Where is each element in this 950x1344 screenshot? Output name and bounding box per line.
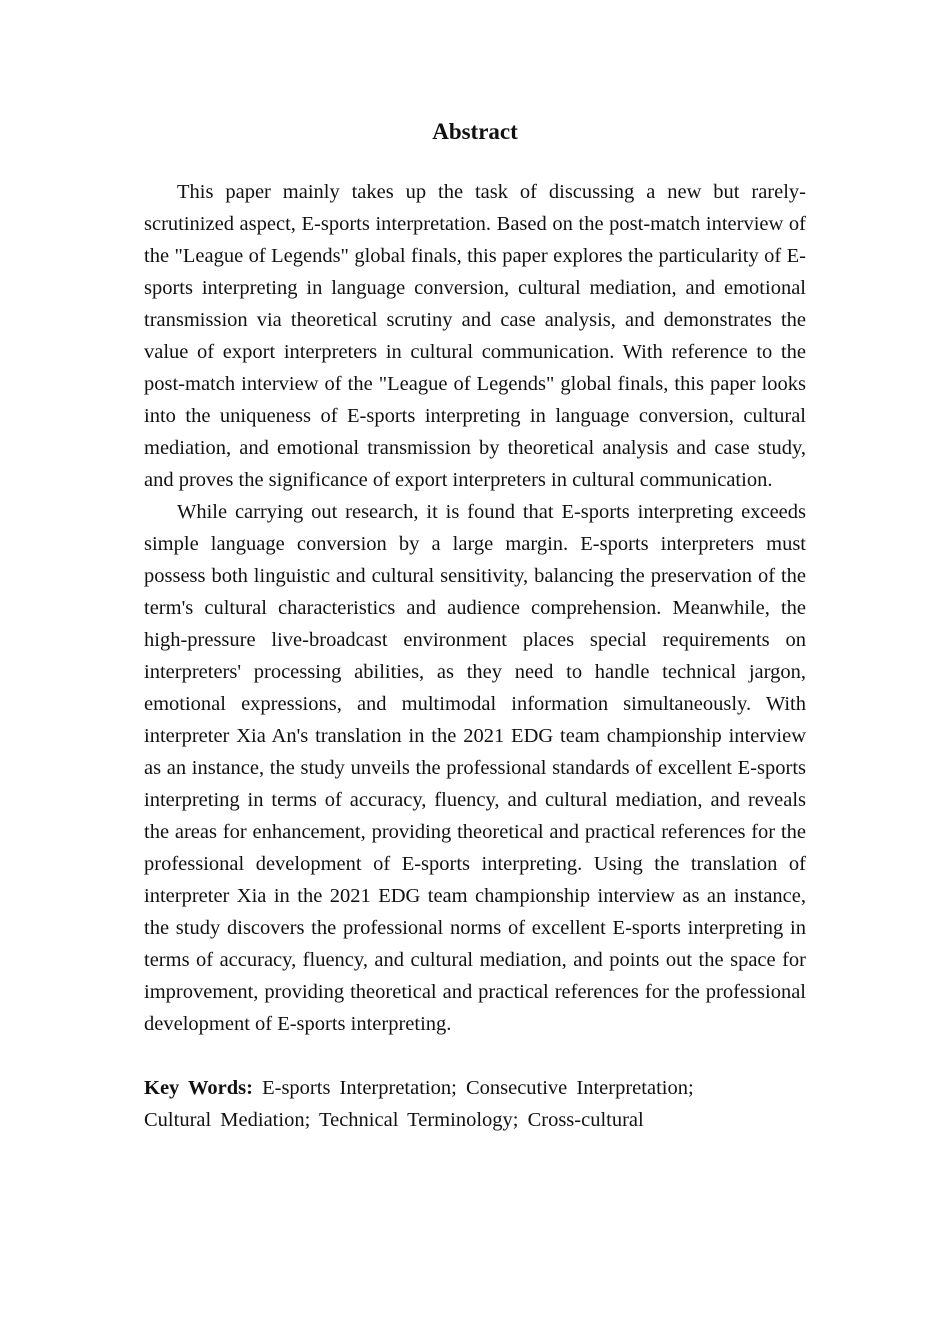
- abstract-title: Abstract: [432, 119, 518, 144]
- keywords-line: [144, 1072, 748, 1136]
- abstract-paragraph-1: This paper mainly takes up the task of discussing a new but rarely-scrutinized aspect, E-sports interpretation. Based on the post-match interview of the "League of Legends" global finals, this paper explores the particularity of E-sports interpreting in language conversion, cultural mediation, and emotional transmission via theoretical scrutiny and case analysis, and demonstrates the value of export interpreters in cultural communication. With reference to the post-match interview of the "League of Legends" global finals, this paper looks into the uniqueness of E-sports interpreting in language conversion, cultural mediation, and emotional transmission by theoretical analysis and case study, and proves the significance of export interpreters in cultural communication.: [144, 181, 806, 491]
- keywords-label: Key Words:: [144, 1077, 253, 1099]
- keywords-list: E-sports Interpretation; Consecutive Interpretation; Cultural Mediation; Technical Terminology; Cross-cultural: [144, 1077, 694, 1131]
- abstract-page: [144, 114, 806, 1136]
- abstract-paragraph-2: While carrying out research, it is found that E-sports interpreting exceeds simple language conversion by a large margin. E-sports interpreters must possess both linguistic and cultural sensitivity, balancing the preservation of the term's cultural characteristics and audience comprehension. Meanwhile, the high-pressure live-broadcast environment places special requirements on interpreters' processing abilities, as they need to handle technical jargon, emotional expressions, and multimodal information simultaneously. With interpreter Xia An's translation in the 2021 EDG team championship interview as an instance, the study unveils the professional standards of excellent E-sports interpreting in terms of accuracy, fluency, and cultural mediation, and reveals the areas for enhancement, providing theoretical and practical references for the professional development of E-sports interpreting. Using the translation of interpreter Xia in the 2021 EDG team championship interview as an instance, the study discovers the professional norms of excellent E-sports interpreting in terms of accuracy, fluency, and cultural mediation, and points out the space for improvement, providing theoretical and practical references for the professional development of E-sports interpreting.: [144, 501, 806, 1035]
